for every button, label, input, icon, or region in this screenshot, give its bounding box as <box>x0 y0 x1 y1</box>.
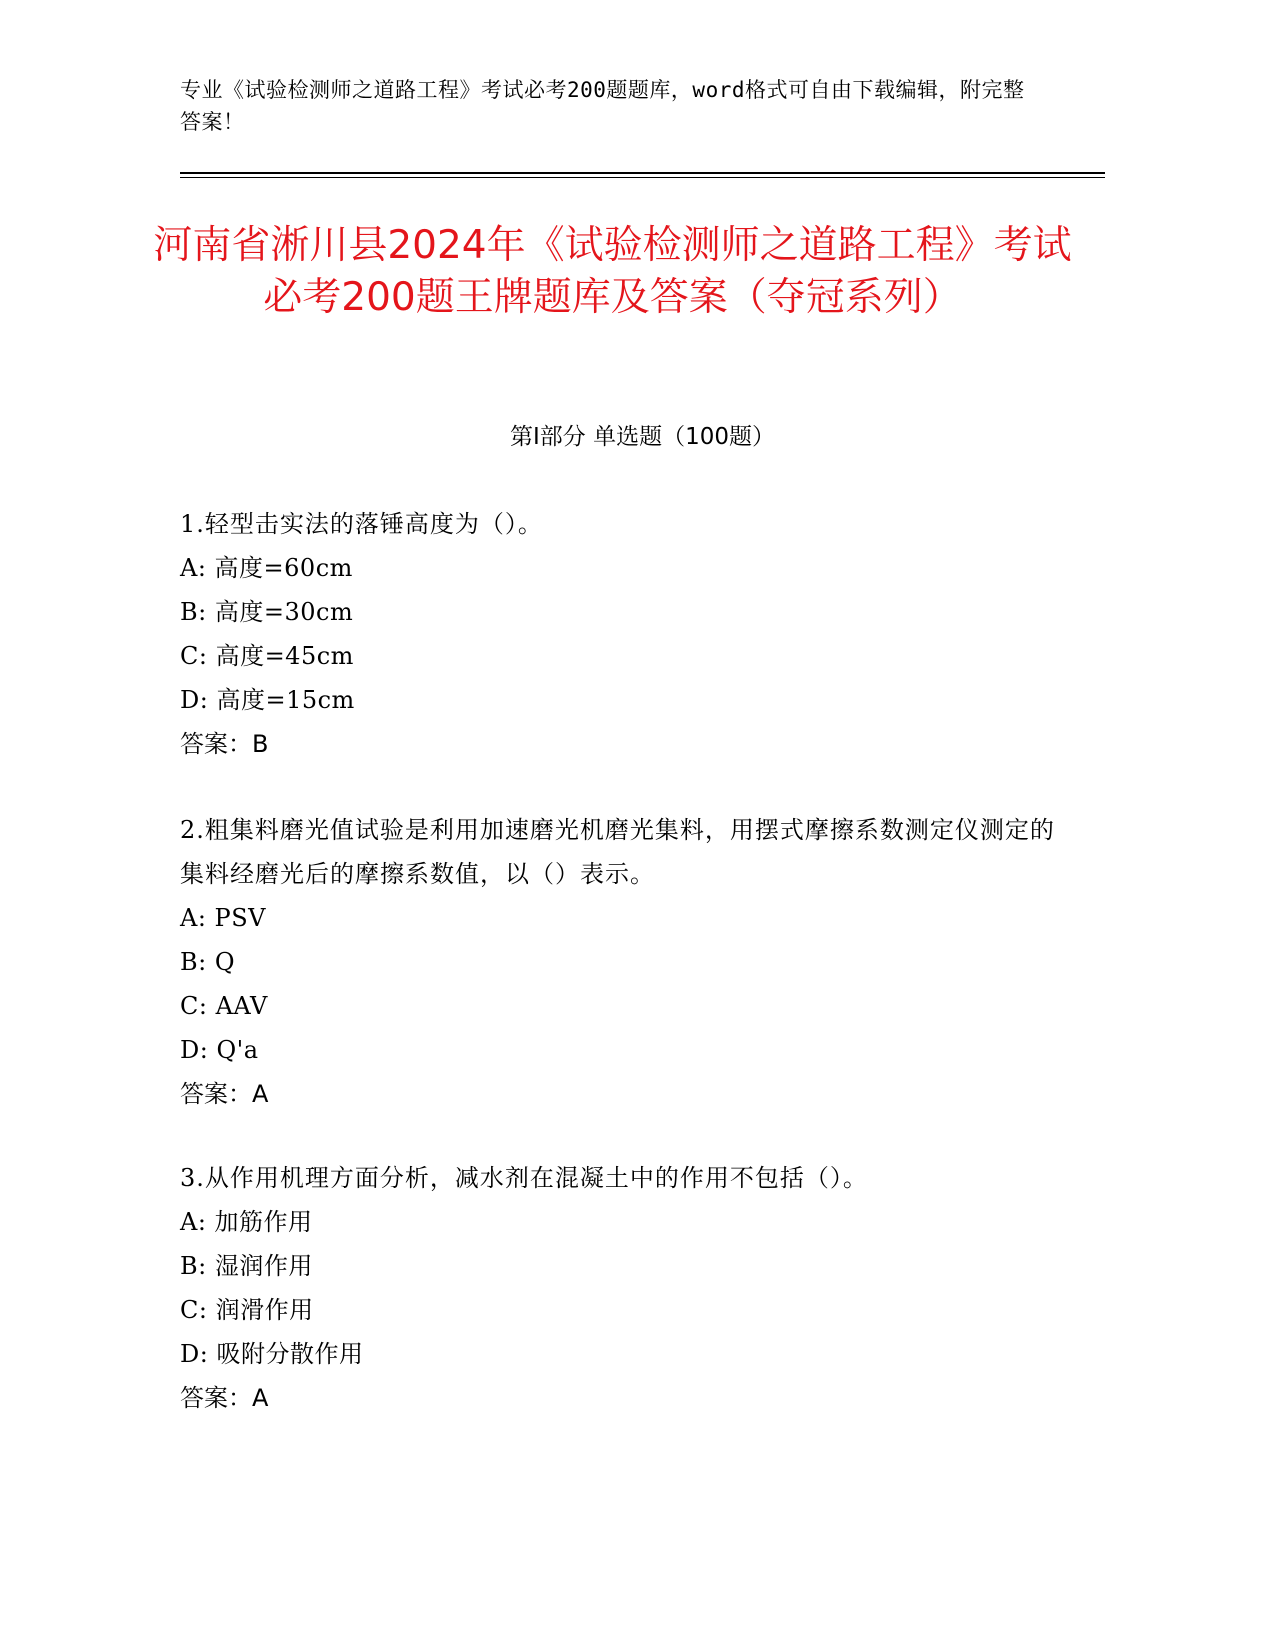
header-divider-thick <box>180 172 1105 174</box>
answer: 答案：A <box>180 1384 269 1412</box>
question-2 <box>180 808 1060 1116</box>
option-c: C: 高度=45cm <box>180 642 354 670</box>
question-1 <box>180 502 1060 766</box>
option-c: C: AAV <box>180 992 268 1020</box>
section-title: 第I部分 单选题（100题） <box>510 424 775 450</box>
answer: 答案：A <box>180 1080 269 1108</box>
option-d: D: Q'a <box>180 1036 259 1064</box>
option-c: C: 润滑作用 <box>180 1296 314 1324</box>
option-a: A: 高度=60cm <box>180 554 353 582</box>
question-3 <box>180 1156 1060 1420</box>
header-divider-thin <box>180 177 1105 178</box>
answer: 答案：B <box>180 730 269 758</box>
question-stem: 3.从作用机理方面分析，减水剂在混凝土中的作用不包括（）。 <box>180 1164 868 1192</box>
option-b: B: 湿润作用 <box>180 1252 313 1280</box>
option-d: D: 吸附分散作用 <box>180 1340 364 1368</box>
option-b: B: Q <box>180 948 236 976</box>
header-note: 专业《试验检测师之道路工程》考试必考200题题库，word格式可自由下载编辑，附完整答案！ <box>180 78 1025 134</box>
option-d: D: 高度=15cm <box>180 686 355 714</box>
option-a: A: 加筋作用 <box>180 1208 313 1236</box>
document-title: 河南省淅川县2024年《试验检测师之道路工程》考试必考200题王牌题库及答案（夺冠系列） <box>153 223 1072 320</box>
question-stem: 1.轻型击实法的落锤高度为（）。 <box>180 510 543 538</box>
option-b: B: 高度=30cm <box>180 598 354 626</box>
question-stem: 2.粗集料磨光值试验是利用加速磨光机磨光集料，用摆式摩擦系数测定仪测定的集料经磨光后的摩擦系数值，以（）表示。 <box>180 816 1055 888</box>
option-a: A: PSV <box>180 904 266 932</box>
